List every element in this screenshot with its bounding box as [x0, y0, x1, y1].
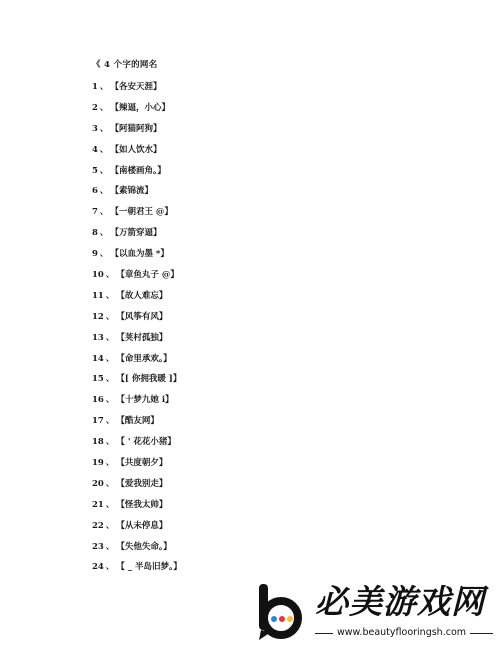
item-number: 2 — [92, 102, 98, 113]
item-separator: 、 — [99, 102, 109, 113]
item-name: 【 _ 半岛旧梦。】 — [116, 562, 182, 573]
list-item — [92, 205, 182, 226]
item-separator: 、 — [105, 270, 115, 281]
item-name: 【命里承欢。】 — [116, 353, 172, 364]
item-name: 【章鱼丸子 @】 — [116, 270, 179, 281]
item-separator: 、 — [105, 374, 115, 385]
item-separator: 、 — [105, 499, 115, 510]
document-title: 《 4 个字的网名 — [92, 60, 158, 70]
item-separator: 、 — [99, 186, 109, 197]
item-number: 15 — [92, 374, 104, 385]
item-number: 23 — [92, 541, 104, 552]
list-item — [92, 393, 182, 414]
item-separator: 、 — [99, 207, 109, 218]
item-separator: 、 — [105, 437, 115, 448]
item-number: 14 — [92, 353, 104, 364]
item-name: 【共度朝夕】 — [116, 458, 168, 469]
list-item — [92, 435, 182, 456]
item-number: 4 — [92, 144, 98, 155]
list-item — [92, 498, 182, 519]
item-number: 9 — [92, 249, 98, 260]
list-item — [92, 226, 182, 247]
watermark-title: 必美游戏网 — [315, 582, 485, 621]
item-name: 【怪我太帅】 — [116, 499, 168, 510]
name-list — [92, 80, 182, 581]
item-number: 17 — [92, 416, 104, 427]
site-logo-icon — [253, 582, 307, 642]
item-separator: 、 — [99, 144, 109, 155]
watermark — [253, 582, 493, 644]
item-number: 3 — [92, 123, 98, 134]
item-separator: 、 — [105, 478, 115, 489]
item-name: 【风筝有风】 — [116, 311, 168, 322]
list-item — [92, 540, 182, 561]
item-number: 20 — [92, 478, 104, 489]
list-item — [92, 331, 182, 352]
item-number: 18 — [92, 437, 104, 448]
list-item — [92, 184, 182, 205]
item-separator: 、 — [99, 82, 109, 92]
list-item — [92, 247, 182, 268]
list-item — [92, 310, 182, 331]
item-number: 7 — [92, 207, 98, 218]
item-name: 【酷友网】 — [116, 416, 159, 427]
item-number: 10 — [92, 270, 104, 281]
item-name: 【故人难忘】 — [116, 290, 168, 301]
list-item — [92, 519, 182, 540]
list-item — [92, 143, 182, 164]
item-name: 【 ' 花花小猪】 — [116, 437, 176, 448]
logo-dot-yellow — [287, 616, 293, 622]
item-number: 5 — [92, 165, 98, 176]
item-separator: 、 — [105, 332, 115, 343]
url-divider-left — [315, 633, 333, 634]
logo-dot-red — [279, 616, 285, 622]
item-name: 【辣逼，小心】 — [110, 102, 170, 113]
item-name: 【十梦九她 i】 — [116, 395, 174, 406]
logo-dot-blue — [271, 616, 277, 622]
item-separator: 、 — [105, 562, 115, 573]
item-separator: 、 — [105, 311, 115, 322]
item-separator: 、 — [105, 520, 115, 531]
list-item — [92, 560, 182, 581]
item-name: 【[ 你拥我暖 ]】 — [116, 374, 182, 385]
item-name: 【如人饮水】 — [110, 144, 162, 155]
list-item — [92, 289, 182, 310]
item-number: 24 — [92, 562, 104, 573]
item-separator: 、 — [99, 123, 109, 134]
item-name: 【一朝君王 @】 — [110, 207, 173, 218]
item-number: 21 — [92, 499, 104, 510]
item-name: 【各安天涯】 — [110, 82, 162, 92]
item-number: 19 — [92, 458, 104, 469]
item-number: 12 — [92, 311, 104, 322]
item-name: 【万箭穿逼】 — [110, 228, 162, 239]
list-item — [92, 268, 182, 289]
watermark-url: www.beautyflooringsh.com — [337, 627, 467, 638]
item-separator: 、 — [99, 165, 109, 176]
list-item — [92, 164, 182, 185]
item-name: 【阿猫阿狗】 — [110, 123, 162, 134]
list-item — [92, 477, 182, 498]
item-separator: 、 — [105, 353, 115, 364]
item-name: 【素锦流】 — [110, 186, 153, 197]
item-number: 11 — [92, 290, 104, 301]
item-number: 1 — [92, 82, 98, 92]
item-separator: 、 — [105, 541, 115, 552]
item-name: 【从未停息】 — [116, 520, 168, 531]
list-item — [92, 101, 182, 122]
item-separator: 、 — [105, 395, 115, 406]
item-separator: 、 — [99, 249, 109, 260]
item-number: 6 — [92, 186, 98, 197]
list-item — [92, 80, 182, 101]
item-separator: 、 — [105, 458, 115, 469]
item-number: 8 — [92, 228, 98, 239]
item-separator: 、 — [105, 416, 115, 427]
item-separator: 、 — [99, 228, 109, 239]
item-name: 【荚村孤独】 — [116, 332, 168, 343]
item-number: 22 — [92, 520, 104, 531]
item-separator: 、 — [105, 290, 115, 301]
list-item — [92, 456, 182, 477]
item-number: 13 — [92, 332, 104, 343]
item-name: 【以血为墨 *】 — [110, 249, 169, 260]
list-item — [92, 122, 182, 143]
list-item — [92, 372, 182, 393]
url-divider-right — [470, 633, 493, 634]
watermark-url-row — [315, 626, 493, 640]
list-item — [92, 352, 182, 373]
item-name: 【失他失命。】 — [116, 541, 172, 552]
item-name: 【爱我别走】 — [116, 478, 168, 489]
list-item — [92, 414, 182, 435]
item-name: 【南楼画角。】 — [110, 165, 166, 176]
item-number: 16 — [92, 395, 104, 406]
